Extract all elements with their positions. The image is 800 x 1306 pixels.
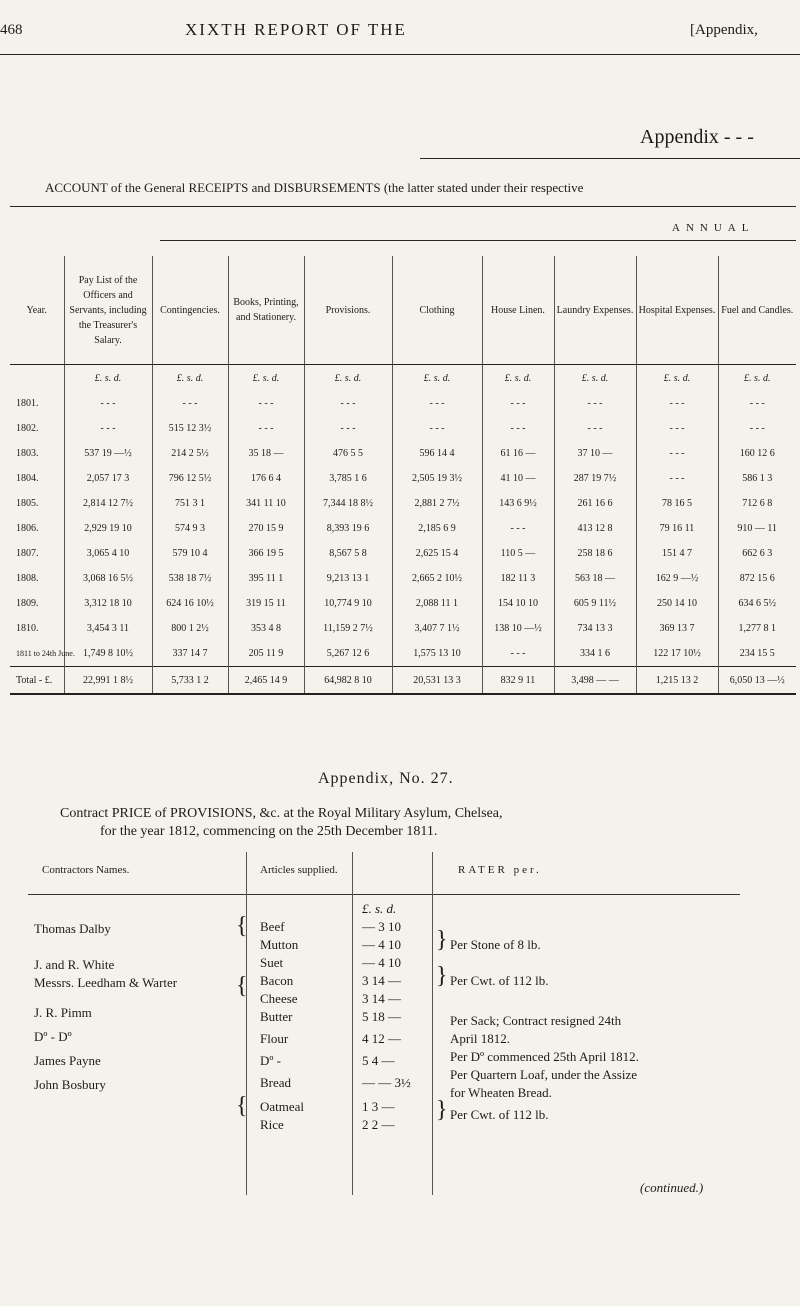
amount-cell: 605 9 11½	[554, 591, 636, 616]
amount-cell: 3,498 — —	[554, 667, 636, 695]
rate-note: Per Cwt. of 112 lb.	[450, 973, 549, 988]
rate-value: — 4 10	[362, 937, 401, 952]
amount-cell: 634 6 5½	[718, 591, 796, 616]
year-cell: 1807.	[16, 548, 39, 559]
unit-cell: £. s. d.	[636, 365, 718, 392]
amount-cell: 872 15 6	[718, 566, 796, 591]
unit-cell: £. s. d.	[718, 365, 796, 392]
amount-cell: 2,505 19 3½	[392, 466, 482, 491]
amount-cell: 8,567 5 8	[304, 541, 392, 566]
amount-cell: 515 12 3½	[152, 416, 228, 441]
amount-cell: 151 4 7	[636, 541, 718, 566]
amount-cell: - - -	[64, 416, 152, 441]
year-cell: 1801.	[16, 398, 39, 409]
unit-cell: £. s. d.	[64, 365, 152, 392]
contractor-name: James Payne	[34, 1053, 101, 1068]
amount-cell: 270 15 9	[228, 516, 304, 541]
contract-table	[28, 852, 740, 1195]
amount-cell: - - -	[482, 391, 554, 416]
amount-cell: 662 6 3	[718, 541, 796, 566]
annual-label: ANNUAL	[672, 222, 755, 234]
table-row	[10, 541, 796, 566]
appendix-rule	[420, 158, 800, 159]
running-head: XIXTH REPORT OF THE	[185, 20, 407, 39]
article-name: Cheese	[260, 991, 298, 1006]
year-cell: 1806.	[16, 523, 39, 534]
amount-cell: 78 16 5	[636, 491, 718, 516]
amount-cell: 2,465 14 9	[228, 667, 304, 695]
amount-cell: 5,267 12 6	[304, 641, 392, 667]
amount-cell: 624 16 10½	[152, 591, 228, 616]
contractor-name: Thomas Dalby	[34, 921, 111, 936]
contractor-brace: {	[236, 1093, 248, 1119]
amount-cell: 176 6 4	[228, 466, 304, 491]
amount-cell: 369 13 7	[636, 616, 718, 641]
rate-value: 5 4 —	[362, 1053, 395, 1068]
unit-cell: £. s. d.	[554, 365, 636, 392]
table-row	[10, 391, 796, 416]
rate-value: 3 14 —	[362, 973, 401, 988]
receipts-table	[10, 256, 796, 695]
col-year: Year.	[10, 256, 64, 365]
amount-cell: - - -	[636, 441, 718, 466]
year-cell: 1804.	[16, 473, 39, 484]
year-cell: 1810.	[16, 623, 39, 634]
article-name: Butter	[260, 1009, 293, 1024]
amount-cell: 61 16 —	[482, 441, 554, 466]
col-contingencies: Contingencies.	[152, 256, 228, 365]
units-row	[10, 365, 796, 392]
amount-cell: 734 13 3	[554, 616, 636, 641]
table-row	[10, 416, 796, 441]
amount-cell: 3,312 18 10	[64, 591, 152, 616]
amount-cell: 2,088 11 1	[392, 591, 482, 616]
amount-cell: 337 14 7	[152, 641, 228, 667]
table-row	[10, 591, 796, 616]
table-header-row	[10, 256, 796, 365]
amount-cell: 579 10 4	[152, 541, 228, 566]
unit-cell: £. s. d.	[392, 365, 482, 392]
col-laundry: Laundry Expenses.	[554, 256, 636, 365]
amount-cell: 138 10 —½	[482, 616, 554, 641]
amount-cell: 122 17 10½	[636, 641, 718, 667]
amount-cell: 258 18 6	[554, 541, 636, 566]
amount-cell: 712 6 8	[718, 491, 796, 516]
note-brace: }	[436, 927, 448, 953]
contractor-name: J. R. Pimm	[34, 1005, 92, 1020]
amount-cell: - - -	[482, 416, 554, 441]
total-row	[10, 667, 796, 695]
amount-cell: 832 9 11	[482, 667, 554, 695]
year-cell: 1811 to 24th June.	[16, 649, 75, 658]
rate-note: Per Stone of 8 lb.	[450, 937, 541, 952]
unit-cell: £. s. d.	[152, 365, 228, 392]
appendix-title: Appendix - - -	[640, 126, 754, 148]
contractor-brace: {	[236, 973, 248, 999]
amount-cell: - - -	[482, 641, 554, 667]
col-fuel: Fuel and Candles.	[718, 256, 796, 365]
rate-value: 3 14 —	[362, 991, 401, 1006]
amount-cell: 800 1 2½	[152, 616, 228, 641]
year-cell: 1802.	[16, 423, 39, 434]
amount-cell: - - -	[392, 416, 482, 441]
table-row	[10, 641, 796, 667]
amount-cell: 395 11 1	[228, 566, 304, 591]
amount-cell: - - -	[554, 391, 636, 416]
amount-cell: 9,213 13 1	[304, 566, 392, 591]
amount-cell: 41 10 —	[482, 466, 554, 491]
col-clothing: Clothing	[392, 256, 482, 365]
amount-cell: 476 5 5	[304, 441, 392, 466]
amount-cell: 2,814 12 7½	[64, 491, 152, 516]
amount-cell: - - -	[228, 416, 304, 441]
amount-cell: 353 4 8	[228, 616, 304, 641]
amount-cell: 35 18 —	[228, 441, 304, 466]
amount-cell: 3,407 7 1½	[392, 616, 482, 641]
amount-cell: - - -	[482, 516, 554, 541]
amount-cell: 214 2 5½	[152, 441, 228, 466]
amount-cell: 2,665 2 10½	[392, 566, 482, 591]
amount-cell: 596 14 4	[392, 441, 482, 466]
amount-cell: 22,991 1 8½	[64, 667, 152, 695]
rate-value: — 3 10	[362, 919, 401, 934]
col-pay-list: Pay List of the Officers and Servants, including the Treasurer's Salary.	[64, 256, 152, 365]
article-name: Mutton	[260, 937, 299, 952]
rate-note: Per Quartern Loaf, under the Assize	[450, 1067, 637, 1082]
amount-cell: - - -	[228, 391, 304, 416]
amount-cell: 751 3 1	[152, 491, 228, 516]
amount-cell: 8,393 19 6	[304, 516, 392, 541]
amount-cell: 2,185 6 9	[392, 516, 482, 541]
rate-note: Per Sack; Contract resigned 24th	[450, 1013, 622, 1028]
amount-cell: 3,785 1 6	[304, 466, 392, 491]
article-name: Rice	[260, 1117, 284, 1132]
table-row	[10, 466, 796, 491]
contractor-name: J. and R. White	[34, 957, 115, 972]
rate-value: — — 3½	[362, 1075, 411, 1090]
year-cell: 1805.	[16, 498, 39, 509]
amount-cell: 334 1 6	[554, 641, 636, 667]
amount-cell: - - -	[64, 391, 152, 416]
year-cell: 1808.	[16, 573, 39, 584]
amount-cell: 5,733 1 2	[152, 667, 228, 695]
amount-cell: 563 18 —	[554, 566, 636, 591]
col-house-linen: House Linen.	[482, 256, 554, 365]
year-cell: 1803.	[16, 448, 39, 459]
amount-cell: 20,531 13 3	[392, 667, 482, 695]
article-name: Bread	[260, 1075, 292, 1090]
articles-header: Articles supplied.	[260, 864, 338, 876]
running-head-right: [Appendix,	[690, 22, 758, 38]
contract-divider	[246, 852, 247, 1195]
amount-cell: 3,065 4 10	[64, 541, 152, 566]
amount-cell: - - -	[304, 391, 392, 416]
note-brace: }	[436, 963, 448, 989]
amount-cell: 7,344 18 8½	[304, 491, 392, 516]
amount-cell: 319 15 11	[228, 591, 304, 616]
amount-cell: - - -	[152, 391, 228, 416]
amount-cell: 3,454 3 11	[64, 616, 152, 641]
amount-cell: 143 6 9½	[482, 491, 554, 516]
amount-cell: - - -	[718, 391, 796, 416]
amount-cell: - - -	[392, 391, 482, 416]
rates-units: £. s. d.	[362, 901, 397, 916]
amount-cell: 2,881 2 7½	[392, 491, 482, 516]
amount-cell: 3,068 16 5½	[64, 566, 152, 591]
rates-header: RATER per.	[458, 864, 542, 876]
amount-cell: 64,982 8 10	[304, 667, 392, 695]
contractor-name: John Bosbury	[34, 1077, 106, 1092]
table-row	[10, 491, 796, 516]
rate-value: 1 3 —	[362, 1099, 395, 1114]
amount-cell: 6,050 13 —½	[718, 667, 796, 695]
rate-value: 2 2 —	[362, 1117, 395, 1132]
unit-cell: £. s. d.	[228, 365, 304, 392]
amount-cell: 1,749 8 10½	[64, 641, 152, 667]
contract-subtitle: for the year 1812, commencing on the 25th December 1811.	[100, 824, 438, 839]
article-name: Flour	[260, 1031, 289, 1046]
article-name: Oatmeal	[260, 1099, 305, 1114]
table-top-rule	[10, 206, 796, 207]
amount-cell: 537 19 —½	[64, 441, 152, 466]
unit-cell	[10, 365, 64, 392]
rate-note: Per Cwt. of 112 lb.	[450, 1107, 549, 1122]
amount-cell: 261 16 6	[554, 491, 636, 516]
account-title: ACCOUNT of the General RECEIPTS and DISBURSEMENTS (the latter stated under their respective	[45, 180, 584, 195]
amount-cell: 37 10 —	[554, 441, 636, 466]
amount-cell: - - -	[304, 416, 392, 441]
continued-note: (continued.)	[640, 1180, 704, 1195]
contract-header-rule	[28, 894, 740, 895]
annual-rule	[160, 240, 796, 241]
table-row	[10, 566, 796, 591]
rate-value: — 4 10	[362, 955, 401, 970]
amount-cell: 1,215 13 2	[636, 667, 718, 695]
amount-cell: 586 1 3	[718, 466, 796, 491]
amount-cell: 205 11 9	[228, 641, 304, 667]
contractor-name: Dº - Dº	[34, 1029, 72, 1044]
page-number: 468	[0, 22, 23, 38]
amount-cell: 250 14 10	[636, 591, 718, 616]
amount-cell: 287 19 7½	[554, 466, 636, 491]
table-row	[10, 616, 796, 641]
contract-divider	[352, 852, 353, 1195]
col-hospital: Hospital Expenses.	[636, 256, 718, 365]
note-brace: }	[436, 1097, 448, 1123]
amount-cell: - - -	[636, 391, 718, 416]
amount-cell: 1,575 13 10	[392, 641, 482, 667]
year-cell: Total - £.	[10, 667, 64, 695]
amount-cell: 413 12 8	[554, 516, 636, 541]
amount-cell: 2,625 15 4	[392, 541, 482, 566]
appendix-27-title: Appendix, No. 27.	[318, 770, 454, 787]
amount-cell: 2,057 17 3	[64, 466, 152, 491]
contractor-name: Messrs. Leedham & Warter	[34, 975, 178, 990]
article-name: Suet	[260, 955, 284, 970]
table-row	[10, 441, 796, 466]
amount-cell: 79 16 11	[636, 516, 718, 541]
amount-cell: 1,277 8 1	[718, 616, 796, 641]
amount-cell: 160 12 6	[718, 441, 796, 466]
amount-cell: 2,929 19 10	[64, 516, 152, 541]
year-cell: 1809.	[16, 598, 39, 609]
amount-cell: 538 18 7½	[152, 566, 228, 591]
contract-divider	[432, 852, 433, 1195]
amount-cell: 574 9 3	[152, 516, 228, 541]
amount-cell: 10,774 9 10	[304, 591, 392, 616]
rate-note: Per Dº commenced 25th April 1812.	[450, 1049, 639, 1064]
amount-cell: - - -	[636, 416, 718, 441]
rate-value: 5 18 —	[362, 1009, 401, 1024]
header-rule	[0, 54, 800, 55]
amount-cell: 182 11 3	[482, 566, 554, 591]
amount-cell: 366 19 5	[228, 541, 304, 566]
amount-cell: - - -	[636, 466, 718, 491]
article-name: Dº -	[260, 1053, 281, 1068]
col-provisions: Provisions.	[304, 256, 392, 365]
rate-note: for Wheaten Bread.	[450, 1085, 552, 1100]
contractor-brace: {	[236, 913, 248, 939]
amount-cell: - - -	[554, 416, 636, 441]
contract-title: Contract PRICE of PROVISIONS, &c. at the Royal Military Asylum, Chelsea,	[60, 806, 503, 821]
table-row	[10, 516, 796, 541]
unit-cell: £. s. d.	[482, 365, 554, 392]
amount-cell: 162 9 —½	[636, 566, 718, 591]
col-books: Books, Printing, and Stationery.	[228, 256, 304, 365]
amount-cell: 11,159 2 7½	[304, 616, 392, 641]
amount-cell: 234 15 5	[718, 641, 796, 667]
unit-cell: £. s. d.	[304, 365, 392, 392]
rate-note: April 1812.	[450, 1031, 510, 1046]
rate-value: 4 12 —	[362, 1031, 401, 1046]
amount-cell: 341 11 10	[228, 491, 304, 516]
article-name: Bacon	[260, 973, 294, 988]
amount-cell: - - -	[718, 416, 796, 441]
amount-cell: 154 10 10	[482, 591, 554, 616]
amount-cell: 910 — 11	[718, 516, 796, 541]
article-name: Beef	[260, 919, 285, 934]
amount-cell: 110 5 —	[482, 541, 554, 566]
contractors-header: Contractors Names.	[42, 864, 130, 876]
amount-cell: 796 12 5½	[152, 466, 228, 491]
